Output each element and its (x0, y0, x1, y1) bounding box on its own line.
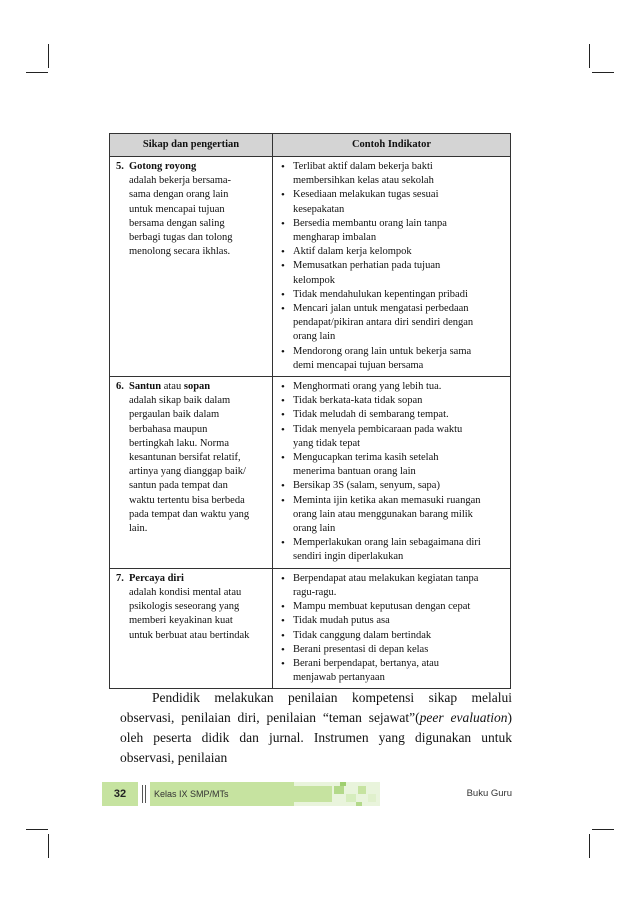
definition-line: bersama dengan saling (129, 217, 225, 229)
table-header-row (110, 134, 511, 157)
indicator-item (279, 188, 506, 216)
indicator-line: orang lain (293, 331, 336, 343)
definition-line: untuk berbuat atau bertindak (129, 629, 250, 641)
column-header: Contoh Indikator (273, 134, 511, 157)
attitude-heading (116, 160, 268, 174)
indicator-line: sendiri ingin diperlakukan (293, 551, 404, 563)
indicator-item (279, 451, 506, 479)
attitude-name-part: sopan (183, 381, 211, 393)
attitude-cell (110, 568, 273, 689)
indicator-line: • Mengucapkan terima kasih setelah (293, 452, 439, 464)
indicator-line: • Tidak menyela pembicaraan pada waktu (293, 423, 463, 435)
indicator-item (279, 408, 506, 422)
table-body (110, 157, 511, 689)
indicator-line: • Tidak berkata-kata tidak sopan (293, 395, 423, 407)
body-paragraph (120, 688, 512, 768)
definition-line: untuk mencapai tujuan (129, 203, 225, 215)
indicator-item (279, 394, 506, 408)
definition-line: waktu tertentu bisa berbeda (129, 494, 245, 506)
attitude-name (129, 572, 184, 586)
footer-divider (145, 785, 146, 803)
indicator-line: • Bersedia membantu orang lain tanpa (293, 217, 447, 229)
indicator-item (279, 423, 506, 451)
footer-pattern (294, 782, 380, 806)
attitude-name-part: Percaya diri (129, 572, 184, 584)
attitude-number: 7. (116, 572, 124, 584)
paragraph-text: ) oleh peserta didik dan jurnal. Instrumen yang digunakan untuk observasi, penilaian (120, 710, 512, 765)
attitude-name (129, 380, 210, 394)
indicator-line: • Meminta ijin ketika akan memasuki ruangan (293, 494, 481, 506)
table-row (110, 157, 511, 377)
attitude-name (129, 160, 196, 174)
definition-line: santun pada tempat dan (129, 480, 228, 492)
paragraph-text: Pendidik melakukan penilaian kompetensi sikap melalui observasi, penilaian diri, penilaian “teman sejawat”( (120, 690, 512, 725)
indicator-line: • Tidak mendahulukan kepentingan pribadi (293, 288, 468, 300)
indicator-item (279, 600, 506, 614)
indicator-item (279, 572, 506, 600)
indicator-cell (273, 157, 511, 377)
indicator-line: kelompok (293, 274, 335, 286)
indicator-item (279, 629, 506, 643)
definition-line: sama dengan orang lain (129, 189, 229, 201)
indicator-item (279, 657, 506, 685)
attitude-number: 5. (116, 161, 124, 172)
table-row (110, 568, 511, 689)
indicator-cell (273, 568, 511, 689)
definition-line: artinya yang dianggap baik/ (129, 466, 246, 478)
indicator-line: orang lain (293, 523, 336, 535)
indicator-item (279, 288, 506, 302)
attitude-cell (110, 157, 273, 377)
indicator-line: membersihkan kelas atau sekolah (293, 175, 434, 187)
indicator-item (279, 536, 506, 564)
indicator-item (279, 245, 506, 259)
indicator-line: • Terlibat aktif dalam bekerja bakti (293, 161, 433, 172)
definition-line: pada tempat dan waktu yang (129, 508, 250, 520)
page-footer (102, 782, 512, 806)
definition-line: adalah bekerja bersama- (129, 175, 232, 187)
indicator-line: • Tidak canggung dalam bertindak (293, 629, 432, 641)
indicator-line: yang tidak tepat (293, 437, 361, 449)
definition-line: kesantunan bersifat relatif, (129, 452, 241, 464)
indicator-item (279, 494, 506, 537)
indicator-item (279, 345, 506, 373)
indicator-line: demi mencapai tujuan bersama (293, 359, 424, 371)
page-number: 32 (102, 782, 138, 806)
indicator-item (279, 302, 506, 345)
indicator-line: mengharap imbalan (293, 232, 377, 244)
indicator-line: • Mampu membuat keputusan dengan cepat (293, 601, 471, 613)
indicator-list (279, 572, 506, 686)
attitude-heading (116, 572, 268, 586)
definition-line: berbahasa maupun (129, 423, 208, 435)
indicator-line: • Berani berpendapat, bertanya, atau (293, 657, 440, 669)
attitude-heading (116, 380, 268, 394)
attitude-name-part: Santun (129, 381, 162, 393)
indicator-item (279, 479, 506, 493)
indicator-line: • Kesediaan melakukan tugas sesuai (293, 189, 439, 201)
definition-line: adalah sikap baik dalam (129, 395, 231, 407)
definition-line: adalah kondisi mental atau (129, 586, 242, 598)
indicator-list (279, 160, 506, 373)
attitude-table (109, 133, 511, 689)
indicator-item (279, 259, 506, 287)
indicator-line: pendapat/pikiran antara diri sendiri dengan (293, 317, 474, 329)
indicator-line: • Tidak mudah putus asa (293, 615, 390, 627)
table-row (110, 377, 511, 569)
indicator-item (279, 643, 506, 657)
footer-title: Kelas IX SMP/MTs (150, 782, 294, 806)
definition-line: pergaulan baik dalam (129, 409, 220, 421)
indicator-item (279, 217, 506, 245)
indicator-line: • Memperlakukan orang lain sebagaimana diri (293, 537, 481, 549)
indicator-line: • Aktif dalam kerja kelompok (293, 246, 412, 258)
indicator-line: menerima bantuan orang lain (293, 466, 416, 478)
footer-divider (142, 785, 143, 803)
indicator-item (279, 160, 506, 188)
definition-line: memberi keyakinan kuat (129, 615, 233, 627)
attitude-name-part: atau (161, 381, 184, 393)
indicator-line: orang lain atau menggunakan barang milik (293, 508, 473, 520)
attitude-name-part: Gotong royong (129, 161, 197, 172)
indicator-line: • Berani presentasi di depan kelas (293, 643, 429, 655)
indicator-line: • Bersikap 3S (salam, senyum, sapa) (293, 480, 440, 492)
indicator-line: • Menghormati orang yang lebih tua. (293, 381, 442, 393)
paragraph-italic: peer evaluation (419, 710, 508, 725)
indicator-line: • Berpendapat atau melakukan kegiatan tanpa (293, 572, 479, 584)
indicator-line: • Mendorong orang lain untuk bekerja sama (293, 345, 472, 357)
attitude-cell (110, 377, 273, 569)
indicator-line: kesepakatan (293, 203, 345, 215)
indicator-item (279, 614, 506, 628)
definition-line: menolong secara ikhlas. (129, 246, 231, 258)
definition-line: bertingkah laku. Norma (129, 437, 230, 449)
indicator-line: menjawab pertanyaan (293, 672, 385, 684)
footer-book-label: Buku Guru (466, 788, 512, 799)
indicator-line: • Tidak meludah di sembarang tempat. (293, 409, 449, 421)
indicator-list (279, 380, 506, 565)
definition-line: berbagi tugas dan tolong (129, 232, 233, 244)
indicator-line: ragu-ragu. (293, 586, 337, 598)
indicator-cell (273, 377, 511, 569)
column-header: Sikap dan pengertian (110, 134, 273, 157)
definition-line: lain. (129, 523, 148, 535)
indicator-line: • Memusatkan perhatian pada tujuan (293, 260, 441, 272)
definition-line: psikologis seseorang yang (129, 601, 240, 613)
indicator-line: • Mencari jalan untuk mengatasi perbedaan (293, 303, 469, 315)
attitude-number: 6. (116, 381, 124, 393)
indicator-item (279, 380, 506, 394)
